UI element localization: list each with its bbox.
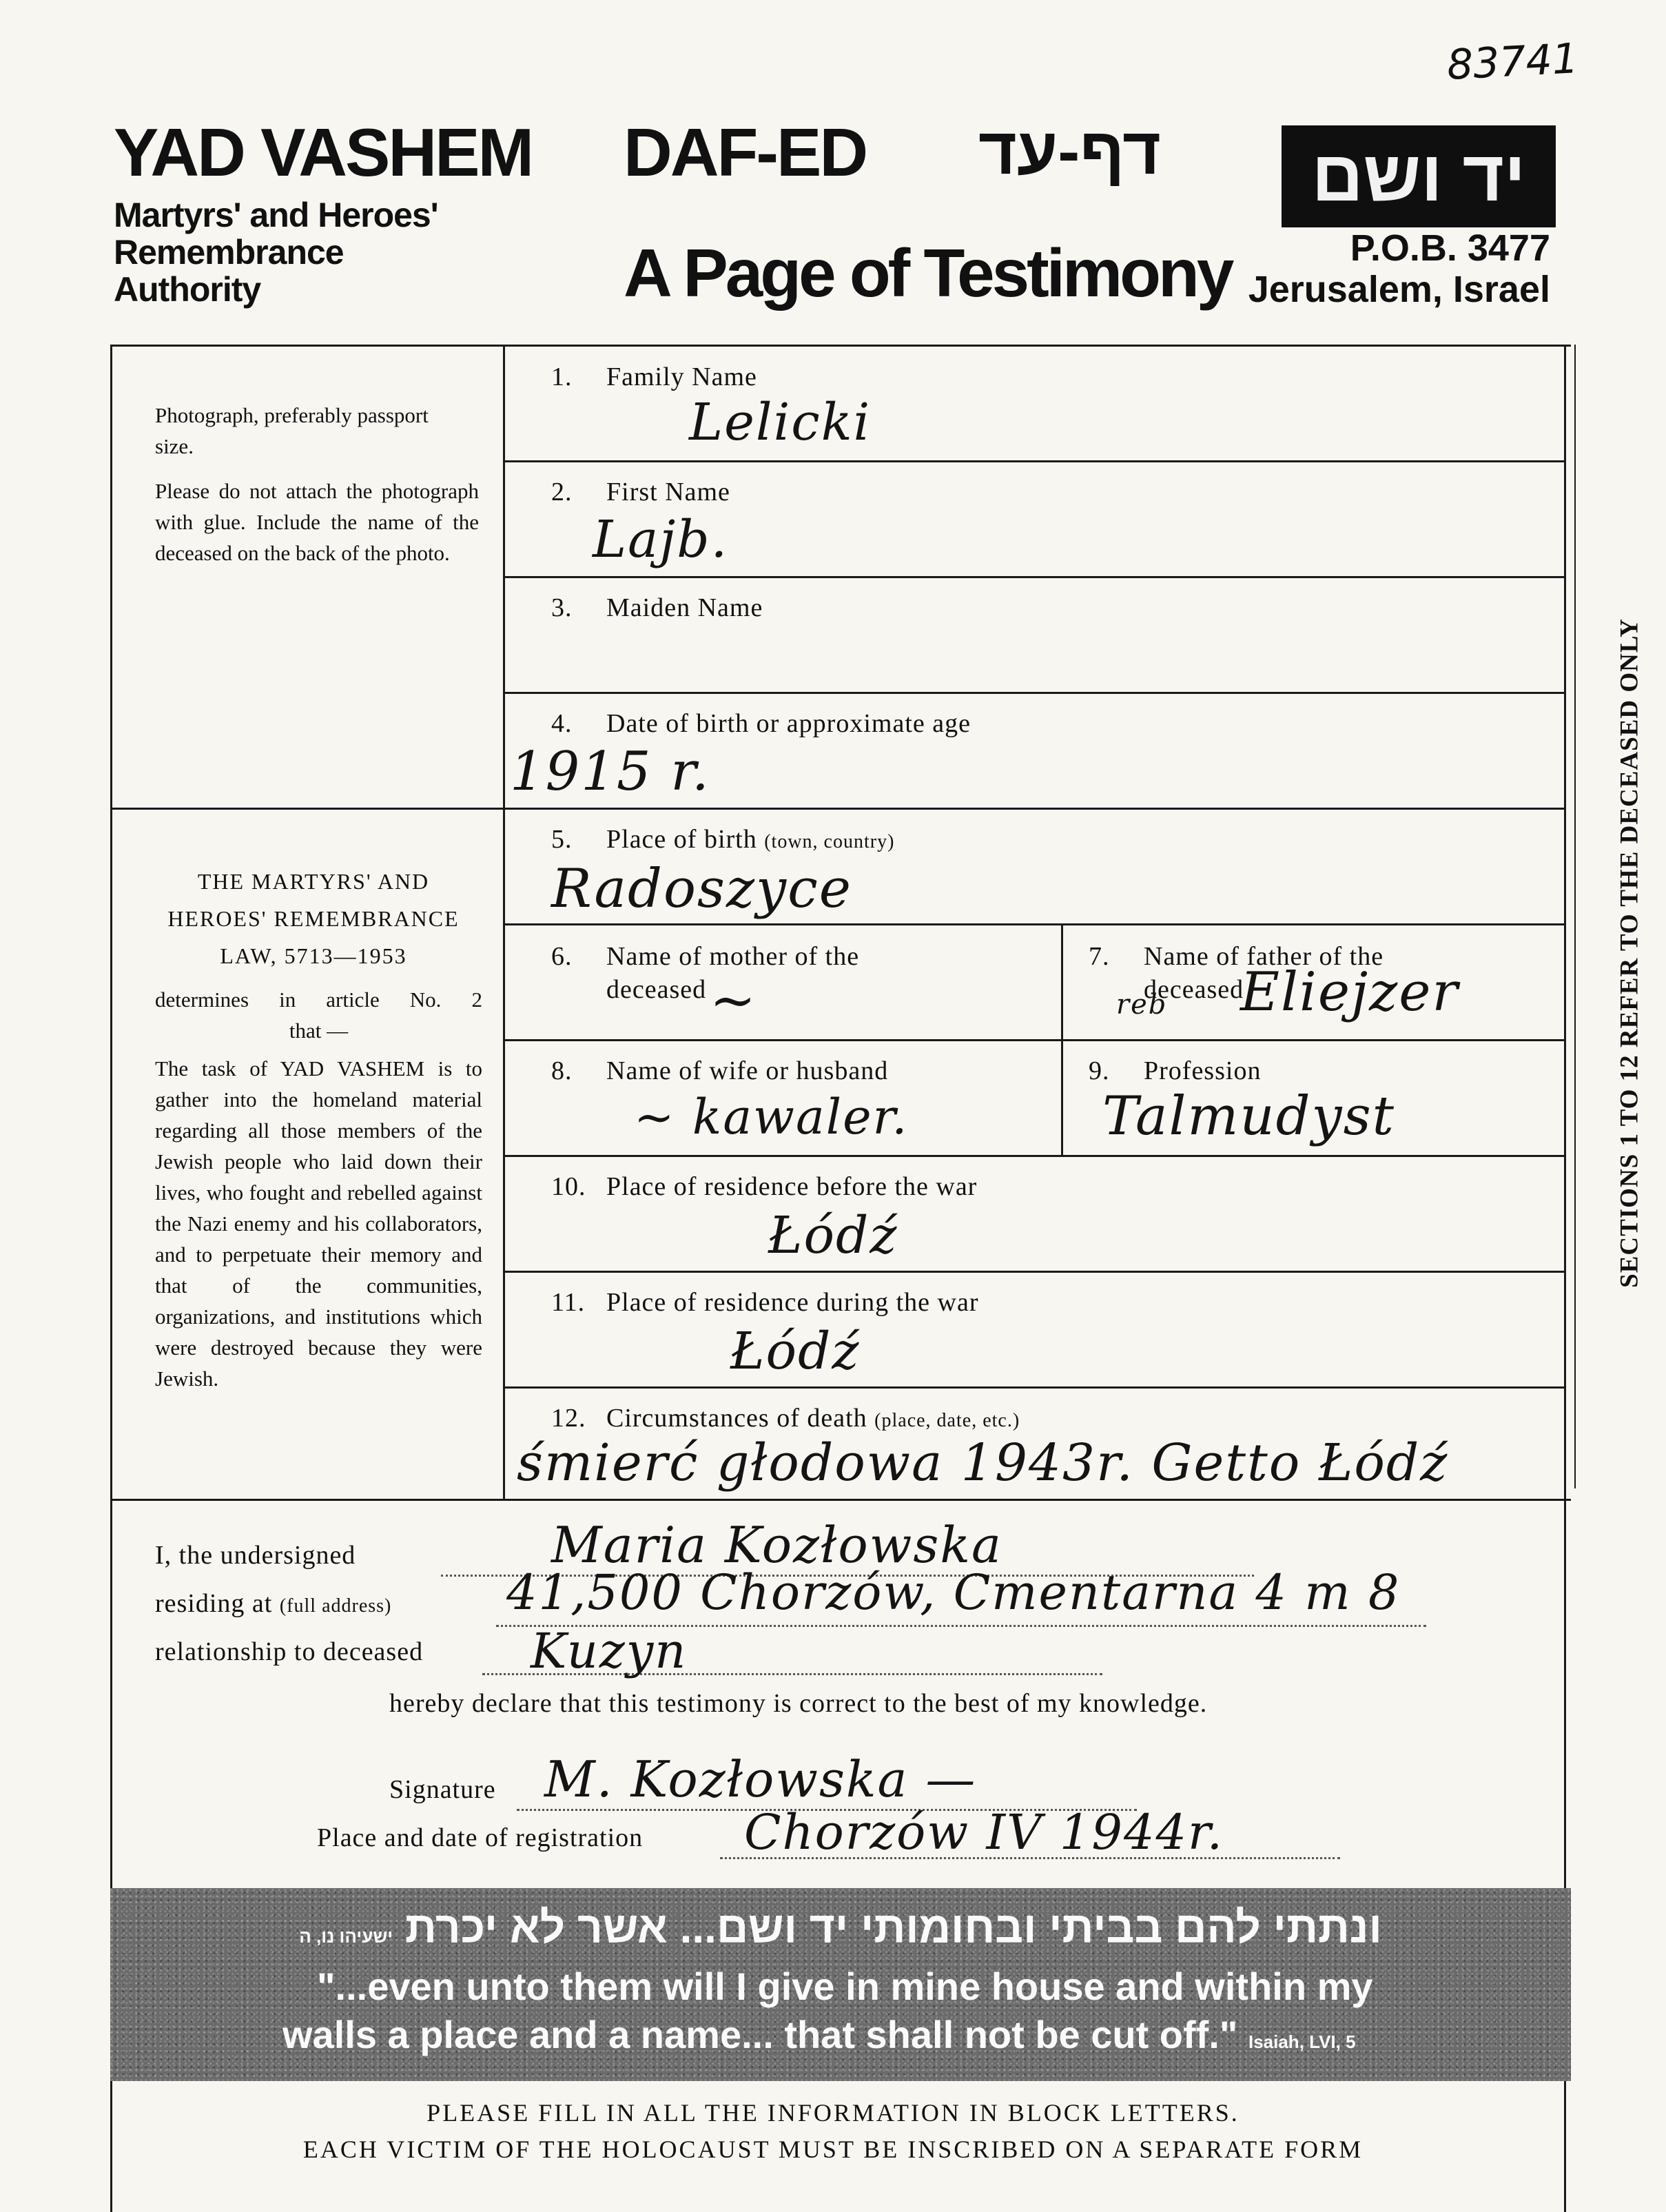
- left-box-divider: [110, 808, 503, 810]
- photo-caption: Photograph, preferably passport size.: [155, 403, 429, 458]
- field-9-label: 9. Profession: [1089, 1056, 1262, 1085]
- declaration-statement: hereby declare that this testimony is correct to the best of my knowledge.: [389, 1689, 1208, 1718]
- row-divider-8: [503, 1271, 1564, 1273]
- field-12-death-circumstances-value[interactable]: śmierć głodowa 1943r. Getto Łódź: [517, 1433, 1449, 1493]
- field-1-family-name-value[interactable]: Lelicki: [689, 393, 872, 452]
- city: Jerusalem, Israel: [1248, 269, 1550, 310]
- law-article-line-1: determines in article No. 2: [155, 987, 482, 1012]
- law-article-line-2: that —: [289, 1018, 349, 1043]
- relationship-value[interactable]: Kuzyn: [531, 1623, 688, 1679]
- signature-value[interactable]: M. Kozłowska —: [544, 1750, 977, 1808]
- quote-english-line-1: "...even unto them will I give in mine house and within my: [317, 1965, 1373, 2008]
- photo-instructions: Please do not attach the photograph with glue. Include the name of the deceased on the back of the photo.: [155, 479, 479, 565]
- field-6-mother-value[interactable]: ~: [710, 968, 758, 1032]
- yad-vashem-hebrew-logo: [1282, 125, 1556, 227]
- side-note: SECTIONS 1 TO 12 REFER TO THE DECEASED ONLY: [1615, 617, 1644, 1288]
- field-9-profession-value[interactable]: Talmudyst: [1102, 1085, 1395, 1147]
- field-8-spouse-value[interactable]: ~ kawaler.: [634, 1089, 909, 1145]
- org-subtitle-line-2: Remembrance: [114, 233, 344, 272]
- registration-label: Place and date of registration: [317, 1823, 644, 1852]
- quote-banner: [110, 1888, 1571, 2081]
- field-1-label: 1. Family Name: [551, 362, 757, 391]
- residing-label: residing at (full address): [155, 1589, 392, 1618]
- quote-english-line-2: walls a place and a name... that shall not be cut off." Isaiah, LVI, 5: [282, 2013, 1356, 2056]
- law-article: [155, 984, 482, 1046]
- row-divider-4: [503, 808, 1564, 810]
- main-section-bottom-line: [110, 1499, 1571, 1501]
- field-6-label: 6. Name of mother of the deceased: [551, 942, 860, 1004]
- signature-label: Signature: [389, 1775, 496, 1804]
- undersigned-name-value[interactable]: Maria Kozłowska: [551, 1516, 1002, 1574]
- split-divider-6-9: [1061, 923, 1063, 1155]
- field-3-label: 3. Maiden Name: [551, 593, 763, 622]
- quote-hebrew-reference: ישעיהו נו, ה: [299, 1926, 393, 1947]
- law-body: The task of YAD VASHEM is to gather into the homeland material regarding all those members of the Jewish people who laid down their lives, who fought and rebelled against the Nazi enemy and his collaborators, and to perpetuate their memory and that of the communities, organizations, and institutions which were destroyed because they were Jewish.: [155, 1056, 482, 1391]
- frame-top-line: [110, 345, 1571, 347]
- reference-number: 83741: [1446, 34, 1580, 90]
- pob: P.O.B. 3477: [1350, 227, 1550, 269]
- field-2-label: 2. First Name: [551, 478, 730, 506]
- form-subtitle: A Page of Testimony: [624, 235, 1232, 311]
- row-divider-9: [503, 1386, 1564, 1389]
- field-11-residence-during-value[interactable]: Łódź: [730, 1322, 861, 1381]
- field-10-label: 10. Place of residence before the war: [551, 1172, 978, 1201]
- field-7-father-prefix[interactable]: reb: [1116, 989, 1168, 1021]
- row-divider-6: [503, 1039, 1564, 1041]
- field-7-label: 7. Name of father of the deceased: [1089, 942, 1384, 1004]
- postal-address: [1248, 227, 1550, 310]
- field-12-label: 12. Circumstances of death (place, date, etc.): [551, 1404, 1020, 1433]
- quote-hebrew: ונתתי להם בביתי ובחומותי יד ושם... אשר לא יכרת ישעיהו נו, ה: [299, 1903, 1382, 1952]
- law-title: [124, 863, 503, 974]
- footer-line-2: EACH VICTIM OF THE HOLOCAUST MUST BE INSCRIBED ON A SEPARATE FORM: [302, 2136, 1364, 2163]
- row-divider-7: [503, 1155, 1564, 1157]
- row-divider-1: [503, 460, 1564, 462]
- org-name: YAD VASHEM: [114, 114, 533, 190]
- field-4-label: 4. Date of birth or approximate age: [551, 709, 971, 738]
- quote-reference: Isaiah, LVI, 5: [1248, 2031, 1356, 2052]
- row-divider-2: [503, 576, 1564, 578]
- law-title-line-3: LAW, 5713—1953: [220, 943, 407, 968]
- law-title-line-1: THE MARTYRS' AND: [197, 869, 430, 894]
- field-5-label: 5. Place of birth (town, country): [551, 825, 895, 854]
- field-7-father-value[interactable]: Eliejzer: [1240, 961, 1459, 1023]
- undersigned-label: I, the undersigned: [155, 1541, 356, 1570]
- row-divider-5: [503, 923, 1564, 925]
- footer-line-1: PLEASE FILL IN ALL THE INFORMATION IN BLOCK LETTERS.: [426, 2099, 1240, 2127]
- field-10-residence-before-value[interactable]: Łódź: [768, 1206, 898, 1265]
- form-title: DAF-ED: [624, 114, 867, 190]
- field-2-first-name-value[interactable]: Lajb.: [593, 510, 729, 569]
- org-subtitle-line-3: Authority: [114, 270, 261, 309]
- field-11-label: 11. Place of residence during the war: [551, 1288, 979, 1317]
- frame-right-inner-line: [1574, 345, 1576, 1488]
- field-4-birth-value[interactable]: 1915 r.: [510, 741, 710, 803]
- relationship-label: relationship to deceased: [155, 1637, 424, 1666]
- org-subtitle-line-1: Martyrs' and Heroes': [114, 196, 438, 234]
- row-divider-3: [503, 692, 1564, 694]
- field-5-birthplace-value[interactable]: Radoszyce: [551, 858, 852, 920]
- field-8-label: 8. Name of wife or husband: [551, 1056, 889, 1085]
- form-title-hebrew: דף-עד: [978, 114, 1161, 188]
- column-divider: [503, 345, 505, 1499]
- residing-address-value[interactable]: 41,500 Chorzów, Cmentarna 4 m 8: [506, 1564, 1401, 1621]
- logo-hebrew-text: יד ושם: [1311, 136, 1526, 216]
- law-title-line-2: HEROES' REMEMBRANCE: [167, 906, 460, 931]
- registration-value[interactable]: Chorzów IV 1944r.: [744, 1804, 1224, 1861]
